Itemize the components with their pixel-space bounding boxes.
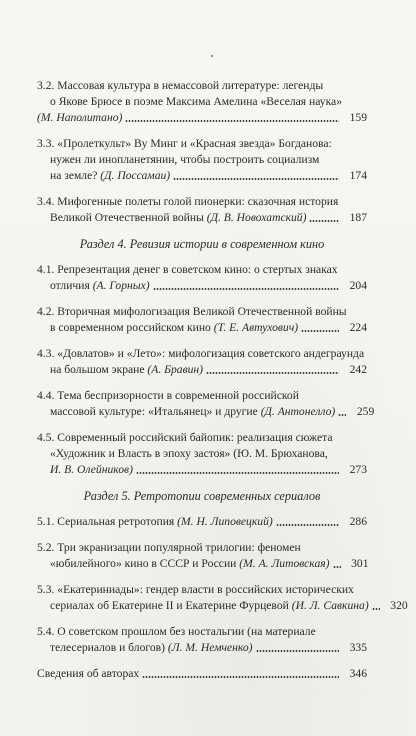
table-of-contents [37,78,408,692]
entry-author: (М. Н. Липовецкий) [177,515,273,528]
entry-author: (А. Горных) [92,279,150,292]
entry-title-end: телесериалов и блогов) [50,641,168,654]
page-number: 301 [351,557,369,570]
toc-entry-5-3 [37,582,408,614]
toc-entry-4-3 [37,346,367,378]
entry-title-line: 4.2. Вторичная мифологизация Великой Отечественной войны [37,305,347,318]
entry-last-line [37,462,367,478]
entry-author: (Д. Антонелло) [260,405,336,418]
page-number: 346 [349,667,367,680]
entry-title-end: массовой культуре: «Итальянец» и другие [50,405,261,418]
dot-leader [125,120,339,122]
entry-last-line [37,320,367,336]
dot-leader [173,178,339,180]
entry-title-end: 5.1. Сериальная ретротопия [37,515,178,528]
dot-leader [153,288,339,290]
entry-author: И. В. Олейников) [50,463,133,476]
entry-title-line: 5.4. О советском прошлом без ностальгии (на материале [37,625,316,638]
entry-title-end: на земле? [50,169,101,182]
page-number: 286 [349,515,367,528]
entry-title-end: Сведения об авторах [37,667,140,680]
toc-entry-authors [37,666,367,682]
entry-author: (Л. М. Немченко) [167,641,253,654]
dot-leader [333,566,341,568]
toc-entry-4-1 [37,262,367,294]
entry-title-line: 4.4. Тема беспризорности в современной российской [37,389,299,402]
entry-author: (Д. В. Новохатский) [206,211,307,224]
dot-leader [372,608,380,610]
page-mark [211,55,213,57]
entry-author: (Т. Е. Автухович) [213,321,299,334]
dot-leader [142,676,339,678]
toc-entry-4-5 [37,430,367,478]
page-number: 174 [349,169,367,182]
dot-leader [309,220,339,222]
toc-entry-3-3 [37,136,367,184]
entry-last-line [37,404,375,420]
page-number: 259 [356,405,375,418]
toc-entry-3-2 [37,78,367,126]
entry-title-end: «юбилейного» кино в СССР и России [50,557,240,570]
entry-title-end: в современном российском кино [50,321,214,334]
entry-title-line: 5.2. Три экранизации популярной трилогии: феномен [37,541,301,554]
toc-entry-4-4 [37,388,375,420]
entry-title-line: о Якове Брюсе в поэме Максима Амелина «Веселая наука» [50,95,342,108]
entry-last-line [37,598,408,614]
section-heading-4: Раздел 4. Ревизия истории в современном кино [79,237,325,251]
entry-last-line [37,640,367,656]
entry-last-line [37,168,367,184]
toc-entry-4-2 [37,304,367,336]
dot-leader [301,330,339,332]
entry-author: (Д. Поссамаи) [100,169,171,182]
dot-leader [256,650,339,652]
entry-last-line [37,362,367,378]
section-heading-5: Раздел 5. Ретротопии современных сериалов [83,489,321,503]
entry-title-end: Великой Отечественной войны [50,211,207,224]
page-number: 187 [349,211,367,224]
dot-leader [206,372,339,374]
page-number: 335 [349,641,367,654]
entry-title-end: отличия [50,279,93,292]
entry-last-line [37,278,367,294]
page-number: 242 [349,363,367,376]
entry-title-line: 4.3. «Довлатов» и «Лето»: мифологизация советского андеграунда [37,347,365,360]
entry-last-line [37,110,367,126]
entry-author: (А. Бравин) [147,363,204,376]
entry-last-line [37,210,367,226]
dot-leader [338,414,346,416]
entry-last-line [37,514,367,530]
entry-author: (М. А. Литовская) [239,557,330,570]
entry-last-line [37,556,367,572]
toc-entry-5-4 [37,624,367,656]
entry-title-line: 3.4. Мифогенные полеты голой пионерки: сказочная история [37,195,339,208]
toc-entry-3-4 [37,194,367,226]
entry-title-end: сериалах об Екатерине II и Екатерине Фурцевой [50,599,292,612]
entry-title-line: «Художник и Власть в эпоху застоя» (Ю. М. Брюханова, [50,447,328,460]
entry-title-line: 3.2. Массовая культура в немассовой литературе: легенды [37,79,324,92]
entry-title-line: 3.3. «Пролеткульт» Ву Минг и «Красная звезда» Богданова: [37,137,332,150]
page-number: 224 [349,321,367,334]
entry-last-line [37,666,367,682]
page-number: 204 [349,279,367,292]
page-number: 159 [349,111,367,124]
entry-author: (И. Л. Савкина) [291,599,369,612]
dot-leader [136,472,339,474]
page-number: 273 [349,463,367,476]
entry-title-end: на большом экране [50,363,148,376]
entry-title-line: 5.3. «Екатериниады»: гендер власти в российских исторических [37,583,354,596]
dot-leader [276,524,339,526]
entry-title-line: 4.5. Современный российский байопик: реализация сюжета [37,431,333,444]
entry-title-line: 4.1. Репрезентация денег в советском кино: о стертых знаках [37,263,338,276]
page-number: 320 [390,599,408,612]
entry-author: (М. Наполитано) [37,111,123,124]
entry-title-line: нужен ли инопланетянин, чтобы построить социализм [50,153,320,166]
toc-entry-5-1 [37,514,367,530]
toc-entry-5-2 [37,540,367,572]
